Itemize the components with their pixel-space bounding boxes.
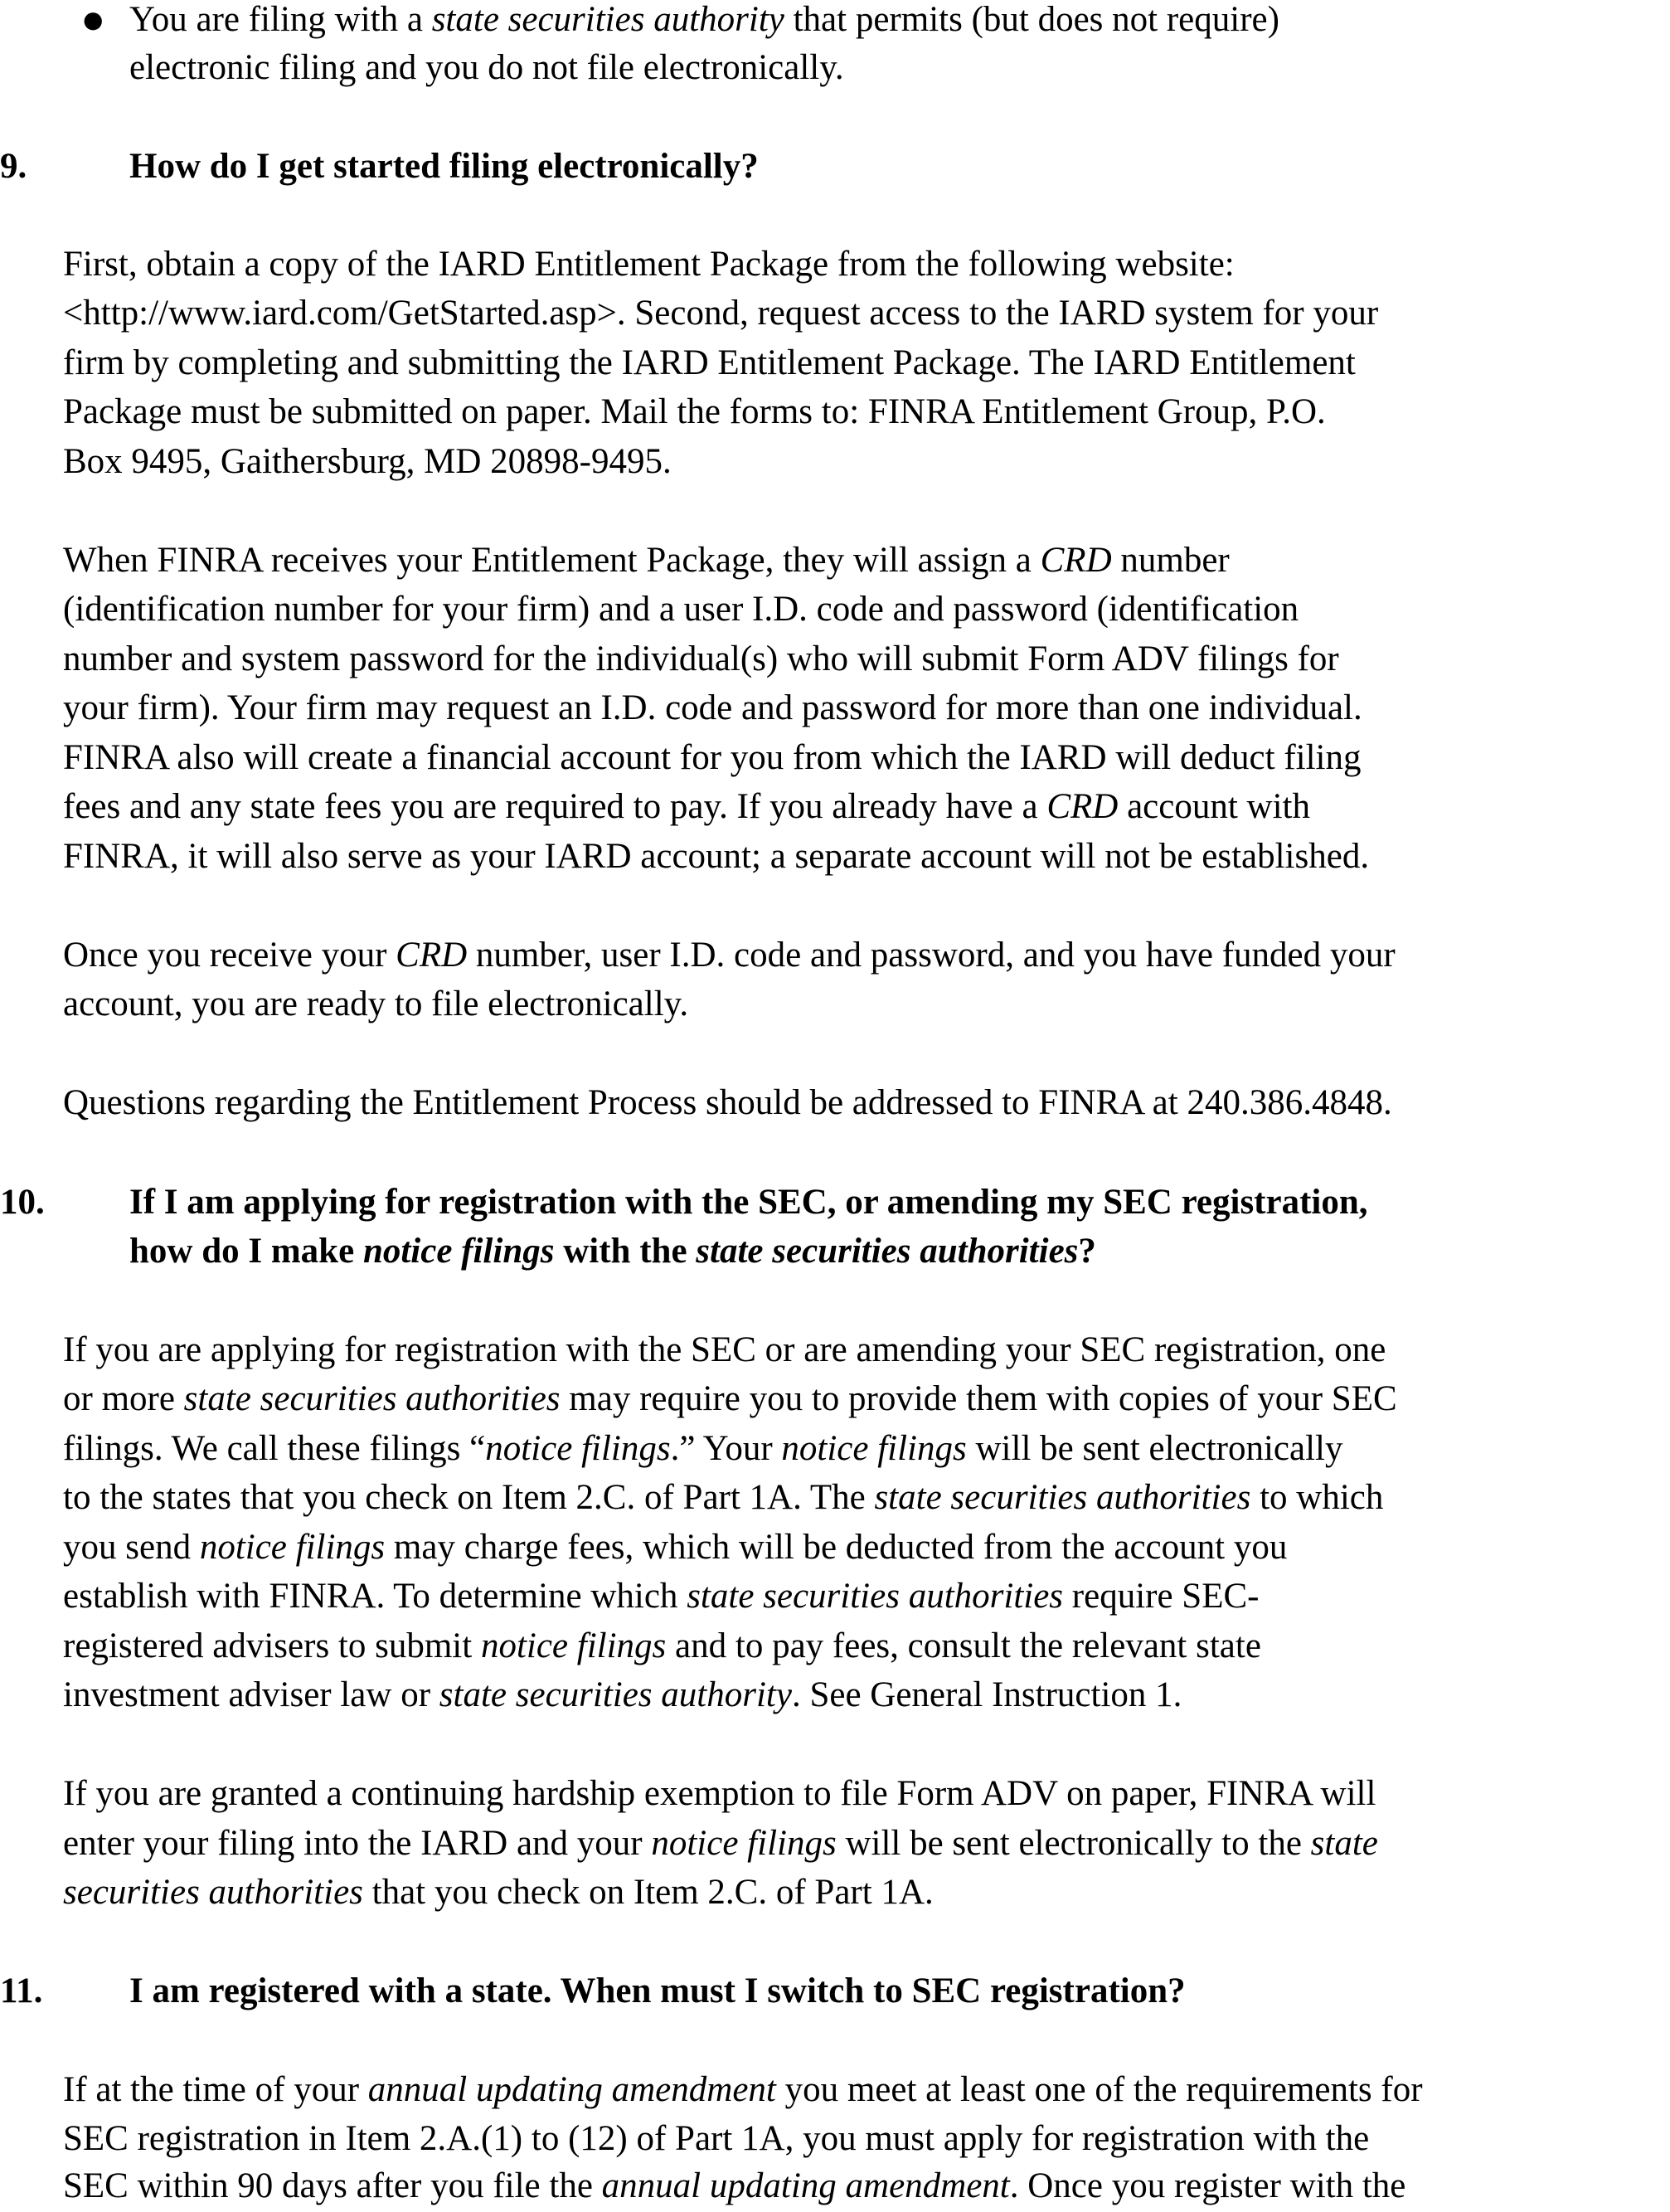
q10-p1-line-5: you send notice filings may charge fees, which will be deducted from the account you	[63, 1528, 1288, 1567]
q9-p2-line-1: When FINRA receives your Entitlement Package, they will assign a CRD number	[63, 541, 1230, 580]
bullet-line-1: You are filing with a state securities authority that permits (but does not require)	[129, 0, 1279, 39]
q9-p1-line-5: Box 9495, Gaithersburg, MD 20898-9495.	[63, 442, 672, 481]
q10-p1-line-1: If you are applying for registration with the SEC or are amending your SEC registration, one	[63, 1330, 1386, 1369]
q10-p1-line-2: or more state securities authorities may require you to provide them with copies of your SEC	[63, 1379, 1397, 1418]
q10-p1-line-3: filings. We call these filings “notice filings.” Your notice filings will be sent electronically	[63, 1429, 1343, 1468]
q9-title: How do I get started filing electronically?	[129, 147, 759, 186]
q9-p1-line-1: First, obtain a copy of the IARD Entitlement Package from the following website:	[63, 245, 1235, 284]
q9-p2-line-2: (identification number for your firm) and a user I.D. code and password (identification	[63, 590, 1299, 629]
q9-p2-line-5: FINRA also will create a financial account for you from which the IARD will deduct filing	[63, 738, 1362, 777]
q10-p1-line-6: establish with FINRA. To determine which state securities authorities require SEC-	[63, 1577, 1260, 1616]
q10-title-line-1: If I am applying for registration with the SEC, or amending my SEC registration,	[129, 1183, 1368, 1222]
q10-p2-line-2: enter your filing into the IARD and your notice filings will be sent electronically to the state	[63, 1824, 1378, 1863]
q9-p1-line-4: Package must be submitted on paper. Mail the forms to: FINRA Entitlement Group, P.O.	[63, 392, 1326, 431]
bullet-line-2: electronic filing and you do not file electronically.	[129, 48, 844, 87]
q10-title-line-2: how do I make notice filings with the state securities authorities?	[129, 1232, 1096, 1271]
q9-p3-line-2: account, you are ready to file electronically.	[63, 984, 689, 1023]
q9-p4-line-1: Questions regarding the Entitlement Process should be addressed to FINRA at 240.386.4848.	[63, 1083, 1392, 1122]
q11-title: I am registered with a state. When must I switch to SEC registration?	[129, 1971, 1186, 2010]
q11-number: 11.	[0, 1971, 43, 2010]
q9-number: 9.	[0, 147, 27, 186]
q10-p2-line-3: securities authorities that you check on Item 2.C. of Part 1A.	[63, 1873, 934, 1912]
bullet-icon: ●	[83, 6, 104, 33]
q11-p1-line-2: SEC registration in Item 2.A.(1) to (12) of Part 1A, you must apply for registration with the	[63, 2119, 1370, 2158]
q9-p1-line-3: firm by completing and submitting the IARD Entitlement Package. The IARD Entitlement	[63, 343, 1356, 382]
q11-p1-line-1: If at the time of your annual updating amendment you meet at least one of the requirements for	[63, 2070, 1423, 2109]
q10-p1-line-7: registered advisers to submit notice filings and to pay fees, consult the relevant state	[63, 1626, 1261, 1665]
q9-p2-line-6: fees and any state fees you are required to pay. If you already have a CRD account with	[63, 787, 1310, 826]
q11-p1-line-3: SEC within 90 days after you file the annual updating amendment. Once you register with the	[63, 2166, 1406, 2205]
q9-p2-line-3: number and system password for the individual(s) who will submit Form ADV filings for	[63, 639, 1339, 678]
q9-p1-line-2: <http://www.iard.com/GetStarted.asp>. Second, request access to the IARD system for your	[63, 294, 1379, 333]
q9-p2-line-7: FINRA, it will also serve as your IARD account; a separate account will not be established.	[63, 837, 1370, 876]
q10-p2-line-1: If you are granted a continuing hardship exemption to file Form ADV on paper, FINRA will	[63, 1774, 1376, 1813]
q10-p1-line-8: investment adviser law or state securities authority. See General Instruction 1.	[63, 1675, 1182, 1714]
q9-p3-line-1: Once you receive your CRD number, user I.D. code and password, and you have funded your	[63, 936, 1396, 975]
q9-p2-line-4: your firm). Your firm may request an I.D. code and password for more than one individual.	[63, 688, 1362, 727]
q10-p1-line-4: to the states that you check on Item 2.C. of Part 1A. The state securities authorities to which	[63, 1478, 1384, 1517]
q10-number: 10.	[0, 1183, 45, 1222]
